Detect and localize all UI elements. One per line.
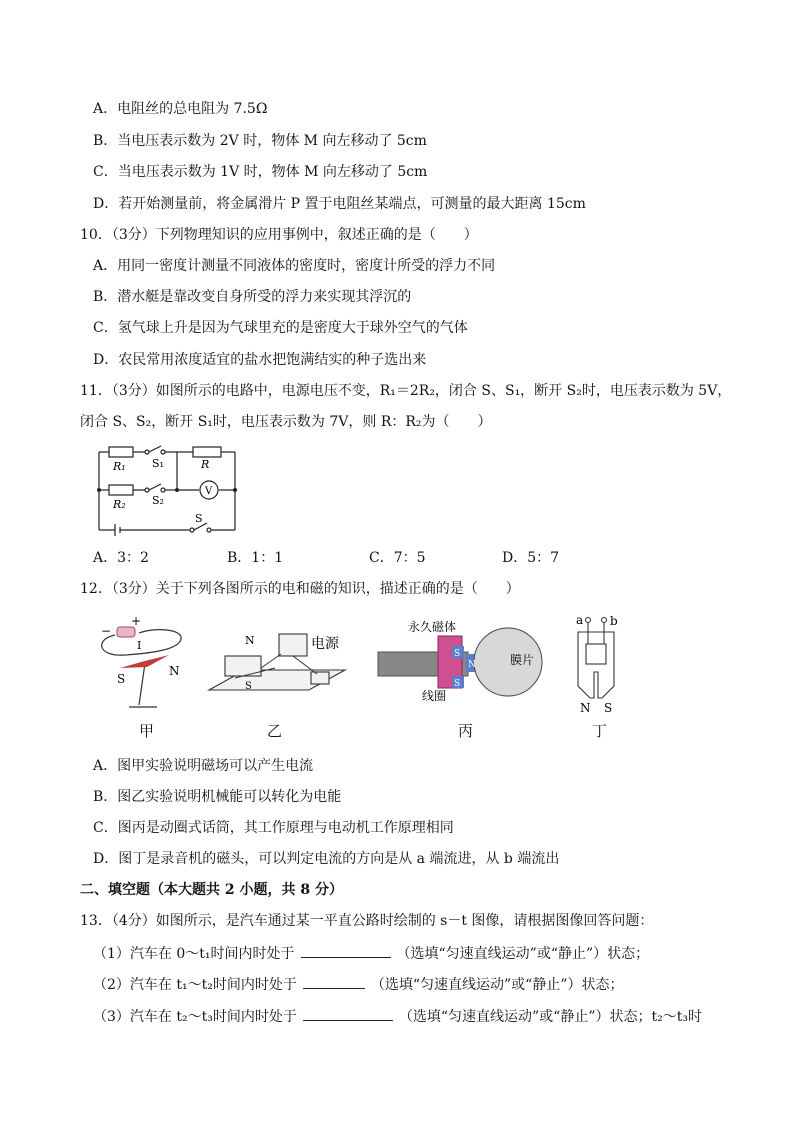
q13-part-3-suffix: （选填“匀速直线运动”或“静止”）状态；t₂～t₃时: [398, 1009, 702, 1025]
q13-part-1-suffix: （选填“匀速直线运动”或“静止”）状态；: [396, 946, 650, 962]
jia-minus: −: [101, 624, 112, 638]
figure-bing: [378, 618, 548, 704]
voltmeter-label: V: [205, 486, 213, 497]
bing-diaphragm: 膜片: [510, 653, 535, 667]
bing-s-top: S: [454, 649, 461, 659]
ding-a: a: [576, 613, 584, 627]
label-s: S: [195, 512, 203, 525]
q13-part-2-prefix: （2）汽车在 t₁～t₂时间内时处于: [93, 977, 297, 993]
q11-stem-line1: 11．（3分）如图所示的电路中，电源电压不变，R₁＝2R₂，闭合 S、S₁，断开 S₂时，电压表示数为 5V，: [80, 383, 732, 399]
yi-n: N: [245, 634, 255, 647]
q13-part-2: [93, 974, 623, 995]
q13-blank-2[interactable]: [303, 974, 365, 989]
q13-part-1: [93, 943, 649, 964]
jia-s: S: [117, 672, 126, 686]
q9-option-b: B．当电压表示数为 2V 时，物体 M 向左移动了 5cm: [93, 133, 427, 149]
q10-option-d: D．农民常用浓度适宜的盐水把饱满结实的种子选出来: [93, 352, 427, 368]
section-heading-fill-in: 二、填空题（本大题共 2 小题，共 8 分）: [80, 882, 343, 898]
q13-stem: 13．（4分）如图所示，是汽车通过某一平直公路时绘制的 s－t 图像，请根据图像回答问题：: [80, 913, 654, 929]
q13-part-3-prefix: （3）汽车在 t₂～t₃时间内时处于: [93, 1009, 297, 1025]
jia-current: I: [137, 639, 142, 652]
figure-yi: [205, 628, 355, 708]
q13-blank-3[interactable]: [303, 1006, 393, 1021]
q10-option-b: B．潜水艇是靠改变自身所受的浮力来实现其浮沉的: [93, 289, 412, 305]
q13-blank-1[interactable]: [301, 943, 391, 958]
figure-jia: [95, 615, 195, 715]
ding-s: S: [604, 701, 613, 715]
bing-n: N: [468, 660, 476, 670]
q10-option-a: A．用同一密度计测量不同液体的密度时，密度计所受的浮力不同: [93, 258, 496, 274]
q13-part-3: [93, 1006, 702, 1027]
label-r1: R₁: [113, 460, 126, 473]
jia-plus: +: [131, 614, 142, 628]
caption-yi: 乙: [267, 722, 283, 740]
yi-power-source: 电源: [311, 636, 339, 652]
label-r: R: [201, 458, 210, 471]
q11-option-b: B．1：1: [227, 550, 284, 566]
compass-needle-icon: [120, 655, 169, 668]
label-s2: S₂: [152, 494, 164, 507]
ding-n: N: [580, 701, 591, 715]
q10-stem: 10．（3分）下列物理知识的应用事例中，叙述正确的是（ ）: [80, 227, 478, 243]
q11-option-a: A．3：2: [93, 550, 149, 566]
q12-stem: 12．（3分）关于下列各图所示的电和磁的知识，描述正确的是（ ）: [80, 581, 520, 597]
q9-option-a: A．电阻丝的总电阻为 7.5Ω: [93, 101, 268, 117]
q9-option-d: D．若开始测量前，将金属滑片 P 置于电阻丝某端点，可测量的最大距离 15cm: [93, 196, 586, 212]
q11-option-d: D．5：7: [502, 550, 560, 566]
caption-ding: 丁: [592, 722, 608, 740]
bing-s-bottom: S: [454, 679, 461, 689]
bing-permanent-magnet: 永久磁体: [408, 620, 457, 634]
bing-coil: 线圈: [422, 689, 447, 703]
q13-part-1-prefix: （1）汽车在 0～t₁时间内时处于: [93, 946, 295, 962]
jia-n: N: [169, 664, 180, 678]
figure-ding: [572, 612, 632, 715]
q11-option-c: C．7：5: [369, 550, 426, 566]
q12-option-c: C．图丙是动圈式话筒，其工作原理与电动机工作原理相同: [93, 820, 454, 836]
q10-option-c: C．氢气球上升是因为气球里充的是密度大于球外空气的气体: [93, 320, 468, 336]
q11-circuit-diagram: [95, 440, 245, 540]
q12-option-b: B．图乙实验说明机械能可以转化为电能: [93, 789, 342, 805]
label-r2: R₂: [113, 498, 126, 511]
q12-option-d: D．图丁是录音机的磁头，可以判定电流的方向是从 a 端流进，从 b 端流出: [93, 851, 560, 867]
battery-icon: [117, 627, 135, 637]
q13-part-2-suffix: （选填“匀速直线运动”或“静止”）状态；: [370, 977, 624, 993]
label-s1: S₁: [152, 457, 164, 470]
caption-bing: 丙: [458, 722, 474, 740]
yi-s: S: [245, 681, 252, 692]
q9-option-c: C．当电压表示数为 1V 时，物体 M 向左移动了 5cm: [93, 164, 428, 180]
q12-option-a: A．图甲实验说明磁场可以产生电流: [93, 758, 314, 774]
q11-stem-line2: 闭合 S、S₂，断开 S₁时，电压表示数为 7V，则 R：R₂为（ ）: [80, 414, 492, 430]
caption-jia: 甲: [139, 722, 155, 740]
ding-b: b: [610, 614, 618, 628]
